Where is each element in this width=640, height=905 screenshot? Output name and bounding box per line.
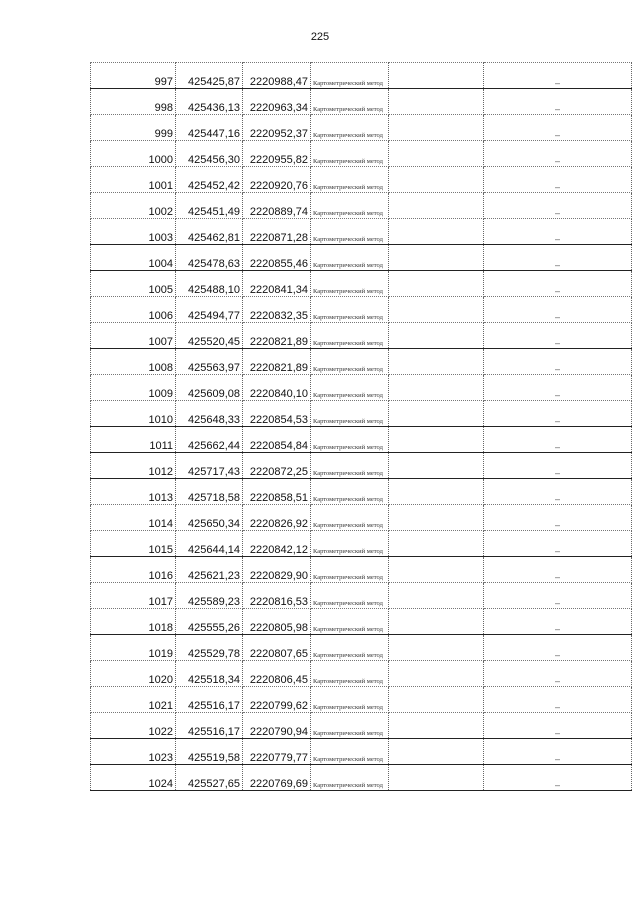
point-number-cell: 1004 xyxy=(91,245,176,271)
table-row xyxy=(91,739,632,765)
empty-cell xyxy=(389,375,484,401)
method-cell: Картометрический метод xyxy=(311,661,389,687)
method-cell: Картометрический метод xyxy=(311,401,389,427)
point-number-cell: 1010 xyxy=(91,401,176,427)
dash-cell: – xyxy=(484,557,632,583)
table-row xyxy=(91,115,632,141)
empty-cell xyxy=(389,297,484,323)
point-number-cell: 1022 xyxy=(91,713,176,739)
y-coordinate-cell: 2220920,76 xyxy=(243,167,311,193)
page-number: 225 xyxy=(310,31,330,43)
table-row xyxy=(91,479,632,505)
method-cell: Картометрический метод xyxy=(311,349,389,375)
dash-cell: – xyxy=(484,193,632,219)
x-coordinate-cell: 425717,43 xyxy=(176,453,243,479)
method-cell: Картометрический метод xyxy=(311,219,389,245)
x-coordinate-cell: 425644,14 xyxy=(176,531,243,557)
table-row xyxy=(91,557,632,583)
x-coordinate-cell: 425718,58 xyxy=(176,479,243,505)
dash-cell: – xyxy=(484,661,632,687)
point-number-cell: 1021 xyxy=(91,687,176,713)
point-number-cell: 1000 xyxy=(91,141,176,167)
empty-cell xyxy=(389,635,484,661)
x-coordinate-cell: 425436,13 xyxy=(176,89,243,115)
table-row xyxy=(91,635,632,661)
y-coordinate-cell: 2220858,51 xyxy=(243,479,311,505)
table-row xyxy=(91,219,632,245)
x-coordinate-cell: 425650,34 xyxy=(176,505,243,531)
empty-cell xyxy=(389,323,484,349)
x-coordinate-cell: 425452,42 xyxy=(176,167,243,193)
point-number-cell: 1001 xyxy=(91,167,176,193)
method-cell: Картометрический метод xyxy=(311,63,389,89)
point-number-cell: 1008 xyxy=(91,349,176,375)
empty-cell xyxy=(389,245,484,271)
point-number-cell: 1005 xyxy=(91,271,176,297)
table-row xyxy=(91,583,632,609)
dash-cell: – xyxy=(484,635,632,661)
table-row xyxy=(91,167,632,193)
y-coordinate-cell: 2220854,84 xyxy=(243,427,311,453)
dash-cell: – xyxy=(484,739,632,765)
x-coordinate-cell: 425520,45 xyxy=(176,323,243,349)
table-row xyxy=(91,687,632,713)
table-row xyxy=(91,271,632,297)
y-coordinate-cell: 2220840,10 xyxy=(243,375,311,401)
point-number-cell: 1006 xyxy=(91,297,176,323)
table-row xyxy=(91,531,632,557)
point-number-cell: 1024 xyxy=(91,765,176,791)
empty-cell xyxy=(389,219,484,245)
dash-cell: – xyxy=(484,219,632,245)
dash-cell: – xyxy=(484,765,632,791)
dash-cell: – xyxy=(484,167,632,193)
dash-cell: – xyxy=(484,297,632,323)
point-number-cell: 1007 xyxy=(91,323,176,349)
point-number-cell: 1014 xyxy=(91,505,176,531)
point-number-cell: 1023 xyxy=(91,739,176,765)
empty-cell xyxy=(389,271,484,297)
y-coordinate-cell: 2220963,34 xyxy=(243,89,311,115)
empty-cell xyxy=(389,141,484,167)
x-coordinate-cell: 425621,23 xyxy=(176,557,243,583)
table-row xyxy=(91,453,632,479)
table-row xyxy=(91,713,632,739)
y-coordinate-cell: 2220826,92 xyxy=(243,505,311,531)
x-coordinate-cell: 425529,78 xyxy=(176,635,243,661)
x-coordinate-cell: 425518,34 xyxy=(176,661,243,687)
point-number-cell: 1003 xyxy=(91,219,176,245)
dash-cell: – xyxy=(484,63,632,89)
y-coordinate-cell: 2220841,34 xyxy=(243,271,311,297)
method-cell: Картометрический метод xyxy=(311,193,389,219)
method-cell: Картометрический метод xyxy=(311,713,389,739)
x-coordinate-cell: 425563,97 xyxy=(176,349,243,375)
table-row xyxy=(91,765,632,791)
y-coordinate-cell: 2220821,89 xyxy=(243,323,311,349)
dash-cell: – xyxy=(484,323,632,349)
empty-cell xyxy=(389,687,484,713)
x-coordinate-cell: 425516,17 xyxy=(176,713,243,739)
empty-cell xyxy=(389,583,484,609)
x-coordinate-cell: 425456,30 xyxy=(176,141,243,167)
dash-cell: – xyxy=(484,401,632,427)
method-cell: Картометрический метод xyxy=(311,453,389,479)
point-number-cell: 1011 xyxy=(91,427,176,453)
dash-cell: – xyxy=(484,687,632,713)
y-coordinate-cell: 2220988,47 xyxy=(243,63,311,89)
method-cell: Картометрический метод xyxy=(311,89,389,115)
table-row xyxy=(91,89,632,115)
empty-cell xyxy=(389,661,484,687)
table-row xyxy=(91,297,632,323)
x-coordinate-cell: 425451,49 xyxy=(176,193,243,219)
dash-cell: – xyxy=(484,115,632,141)
dash-cell: – xyxy=(484,245,632,271)
empty-cell xyxy=(389,739,484,765)
dash-cell: – xyxy=(484,479,632,505)
empty-cell xyxy=(389,557,484,583)
x-coordinate-cell: 425516,17 xyxy=(176,687,243,713)
dash-cell: – xyxy=(484,349,632,375)
empty-cell xyxy=(389,505,484,531)
method-cell: Картометрический метод xyxy=(311,297,389,323)
point-number-cell: 1002 xyxy=(91,193,176,219)
method-cell: Картометрический метод xyxy=(311,739,389,765)
table-row xyxy=(91,427,632,453)
point-number-cell: 1020 xyxy=(91,661,176,687)
dash-cell: – xyxy=(484,141,632,167)
x-coordinate-cell: 425519,58 xyxy=(176,739,243,765)
method-cell: Картометрический метод xyxy=(311,609,389,635)
empty-cell xyxy=(389,401,484,427)
dash-cell: – xyxy=(484,271,632,297)
point-number-cell: 1017 xyxy=(91,583,176,609)
method-cell: Картометрический метод xyxy=(311,427,389,453)
dash-cell: – xyxy=(484,375,632,401)
y-coordinate-cell: 2220872,25 xyxy=(243,453,311,479)
point-number-cell: 1016 xyxy=(91,557,176,583)
empty-cell xyxy=(389,349,484,375)
dash-cell: – xyxy=(484,713,632,739)
x-coordinate-cell: 425527,65 xyxy=(176,765,243,791)
empty-cell xyxy=(389,713,484,739)
table-row xyxy=(91,141,632,167)
coordinates-table-body xyxy=(91,63,632,791)
y-coordinate-cell: 2220790,94 xyxy=(243,713,311,739)
point-number-cell: 997 xyxy=(91,63,176,89)
table-row xyxy=(91,349,632,375)
y-coordinate-cell: 2220816,53 xyxy=(243,583,311,609)
table-row xyxy=(91,661,632,687)
method-cell: Картометрический метод xyxy=(311,115,389,141)
y-coordinate-cell: 2220821,89 xyxy=(243,349,311,375)
point-number-cell: 999 xyxy=(91,115,176,141)
y-coordinate-cell: 2220952,37 xyxy=(243,115,311,141)
x-coordinate-cell: 425425,87 xyxy=(176,63,243,89)
empty-cell xyxy=(389,193,484,219)
method-cell: Картометрический метод xyxy=(311,505,389,531)
y-coordinate-cell: 2220871,28 xyxy=(243,219,311,245)
table-row xyxy=(91,505,632,531)
method-cell: Картометрический метод xyxy=(311,479,389,505)
empty-cell xyxy=(389,427,484,453)
empty-cell xyxy=(389,531,484,557)
x-coordinate-cell: 425494,77 xyxy=(176,297,243,323)
method-cell: Картометрический метод xyxy=(311,635,389,661)
dash-cell: – xyxy=(484,505,632,531)
dash-cell: – xyxy=(484,453,632,479)
coordinates-table xyxy=(90,62,632,791)
method-cell: Картометрический метод xyxy=(311,167,389,193)
point-number-cell: 1009 xyxy=(91,375,176,401)
method-cell: Картометрический метод xyxy=(311,687,389,713)
y-coordinate-cell: 2220842,12 xyxy=(243,531,311,557)
empty-cell xyxy=(389,453,484,479)
empty-cell xyxy=(389,115,484,141)
table-row xyxy=(91,375,632,401)
method-cell: Картометрический метод xyxy=(311,583,389,609)
x-coordinate-cell: 425589,23 xyxy=(176,583,243,609)
point-number-cell: 1012 xyxy=(91,453,176,479)
empty-cell xyxy=(389,63,484,89)
dash-cell: – xyxy=(484,531,632,557)
point-number-cell: 1018 xyxy=(91,609,176,635)
y-coordinate-cell: 2220854,53 xyxy=(243,401,311,427)
method-cell: Картометрический метод xyxy=(311,141,389,167)
table-row xyxy=(91,63,632,89)
y-coordinate-cell: 2220955,82 xyxy=(243,141,311,167)
y-coordinate-cell: 2220832,35 xyxy=(243,297,311,323)
y-coordinate-cell: 2220769,69 xyxy=(243,765,311,791)
method-cell: Картометрический метод xyxy=(311,765,389,791)
dash-cell: – xyxy=(484,427,632,453)
dash-cell: – xyxy=(484,583,632,609)
point-number-cell: 1013 xyxy=(91,479,176,505)
empty-cell xyxy=(389,89,484,115)
table-row xyxy=(91,193,632,219)
x-coordinate-cell: 425478,63 xyxy=(176,245,243,271)
y-coordinate-cell: 2220799,62 xyxy=(243,687,311,713)
method-cell: Картометрический метод xyxy=(311,375,389,401)
y-coordinate-cell: 2220889,74 xyxy=(243,193,311,219)
y-coordinate-cell: 2220855,46 xyxy=(243,245,311,271)
method-cell: Картометрический метод xyxy=(311,531,389,557)
method-cell: Картометрический метод xyxy=(311,271,389,297)
y-coordinate-cell: 2220806,45 xyxy=(243,661,311,687)
table-row xyxy=(91,245,632,271)
x-coordinate-cell: 425662,44 xyxy=(176,427,243,453)
point-number-cell: 998 xyxy=(91,89,176,115)
point-number-cell: 1015 xyxy=(91,531,176,557)
method-cell: Картометрический метод xyxy=(311,245,389,271)
x-coordinate-cell: 425555,26 xyxy=(176,609,243,635)
dash-cell: – xyxy=(484,89,632,115)
x-coordinate-cell: 425648,33 xyxy=(176,401,243,427)
y-coordinate-cell: 2220779,77 xyxy=(243,739,311,765)
x-coordinate-cell: 425462,81 xyxy=(176,219,243,245)
x-coordinate-cell: 425447,16 xyxy=(176,115,243,141)
y-coordinate-cell: 2220807,65 xyxy=(243,635,311,661)
table-row xyxy=(91,401,632,427)
method-cell: Картометрический метод xyxy=(311,557,389,583)
point-number-cell: 1019 xyxy=(91,635,176,661)
method-cell: Картометрический метод xyxy=(311,323,389,349)
empty-cell xyxy=(389,479,484,505)
dash-cell: – xyxy=(484,609,632,635)
table-row xyxy=(91,609,632,635)
empty-cell xyxy=(389,765,484,791)
y-coordinate-cell: 2220829,90 xyxy=(243,557,311,583)
empty-cell xyxy=(389,609,484,635)
x-coordinate-cell: 425609,08 xyxy=(176,375,243,401)
x-coordinate-cell: 425488,10 xyxy=(176,271,243,297)
table-row xyxy=(91,323,632,349)
y-coordinate-cell: 2220805,98 xyxy=(243,609,311,635)
empty-cell xyxy=(389,167,484,193)
